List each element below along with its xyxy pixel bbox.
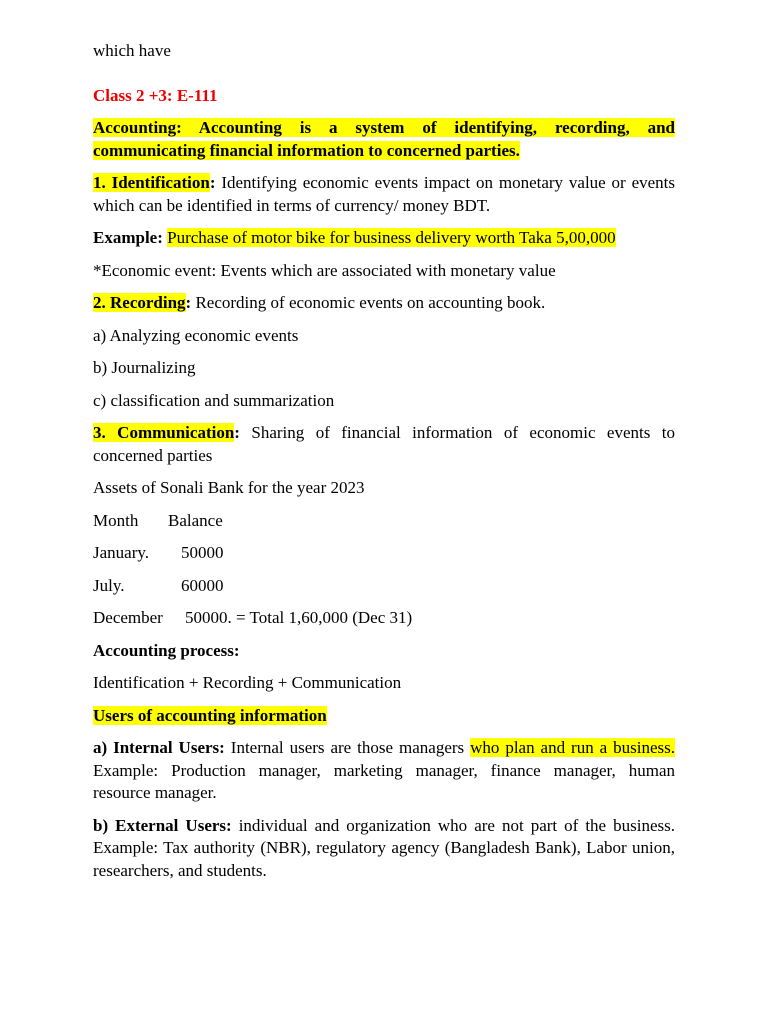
table-header-cell: Balance <box>168 510 223 530</box>
internal-users-label: a) Internal Users: <box>93 738 225 757</box>
table-row <box>93 542 675 565</box>
table-cell-balance: 50000. = Total 1,60,000 (Dec 31) <box>185 608 413 627</box>
table-cell-balance: 50000 <box>181 543 224 562</box>
accounting-definition-text: Accounting: Accounting is a system of identifying, recording, and communicating financial information to concerned parties. <box>93 118 675 160</box>
identification-colon: : <box>209 173 216 192</box>
example-paragraph <box>93 227 675 250</box>
process-heading-text: Accounting process: <box>93 640 240 660</box>
identification-label: 1. Identification <box>93 173 210 192</box>
line-which-have: which have <box>93 41 171 60</box>
step-item: b) Journalizing <box>93 358 196 377</box>
internal-users-paragraph <box>93 737 675 805</box>
external-users-label: b) External Users: <box>93 815 232 835</box>
external-users-paragraph <box>93 815 675 883</box>
process-text: Identification + Recording + Communication <box>93 673 402 692</box>
users-heading-text: Users of accounting information <box>93 705 327 725</box>
step-item: c) classification and summarization <box>93 390 335 410</box>
accounting-definition <box>93 117 675 162</box>
communication-colon: : <box>234 423 240 442</box>
communication-paragraph <box>93 422 675 467</box>
recording-paragraph <box>93 292 675 315</box>
internal-users-example: Example: Production manager, marketing manager, finance manager, human resource manager. <box>93 760 675 802</box>
recording-text: Recording of economic events on accounting book. <box>191 293 546 312</box>
document-page <box>93 40 675 892</box>
economic-event-note: *Economic event: Events which are associated with monetary value <box>93 260 556 280</box>
example-label: Example: <box>93 228 163 247</box>
table-row <box>93 575 675 598</box>
table-cell-balance: 60000 <box>181 575 224 595</box>
table-header-row <box>93 510 675 533</box>
recording-colon: : <box>185 293 192 312</box>
identification-paragraph <box>93 172 675 217</box>
internal-users-text: Internal users are those managers <box>224 738 471 757</box>
table-cell-month: December <box>93 608 163 627</box>
assets-title: Assets of Sonali Bank for the year 2023 <box>93 478 365 497</box>
recording-label: 2. Recording <box>93 293 186 312</box>
internal-users-highlight: who plan and run a business. <box>470 738 675 757</box>
table-cell-month: July. <box>93 575 125 595</box>
users-heading <box>93 705 675 728</box>
table-cell-month: January. <box>93 543 150 562</box>
communication-text: Sharing of financial information of economic events to concerned parties <box>93 423 675 465</box>
table-row <box>93 607 675 630</box>
table-header-cell: Month <box>93 510 139 530</box>
identification-text: Identifying economic events impact on monetary value or events which can be identified in terms of currency/ money BDT. <box>93 173 675 215</box>
class-heading: Class 2 +3: E-111 <box>93 85 218 105</box>
process-heading <box>93 640 675 663</box>
communication-label: 3. Communication <box>93 423 235 442</box>
step-item: a) Analyzing economic events <box>93 325 299 345</box>
example-text: Purchase of motor bike for business delivery worth Taka 5,00,000 <box>167 228 616 247</box>
external-users-text: individual and organization who are not part of the business. Example: Tax authority (NBR), regulatory agency (Bangladesh Bank), Labor union, researchers, and students. <box>93 815 675 880</box>
